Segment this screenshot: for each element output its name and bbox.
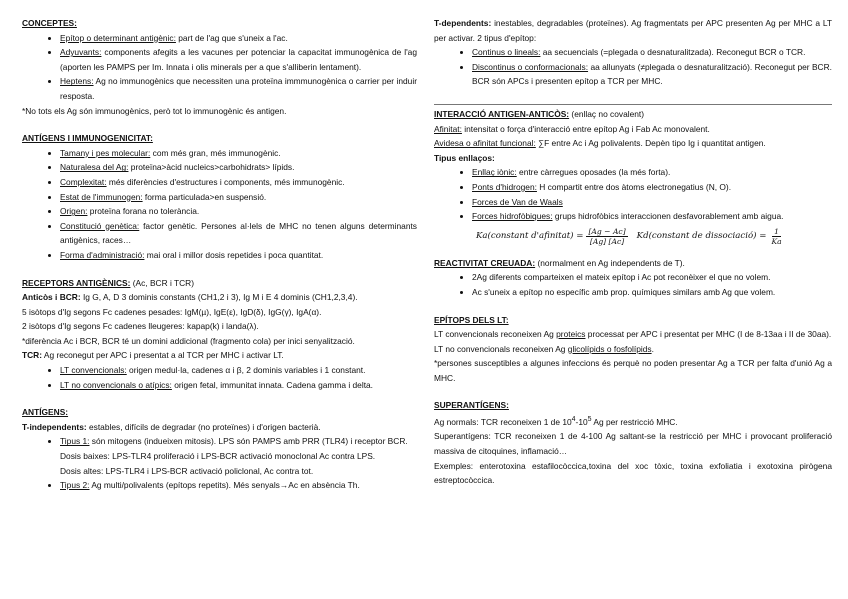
list-item	[472, 209, 832, 224]
ka-fraction	[586, 227, 627, 246]
tcr-label: TCR:	[22, 350, 43, 361]
avidesa-line	[434, 136, 832, 151]
list-item	[60, 478, 417, 493]
definition: més diferències d'estructures i components, més immunogènic.	[106, 176, 345, 187]
definition: grups hidrofòbics interaccionen desfavorablement amb aigua.	[552, 211, 784, 222]
term: Forma d'administració:	[60, 249, 145, 260]
list-item	[60, 204, 417, 219]
term: Epítop o determinant antigènic:	[60, 32, 176, 43]
term: Constitució genètica:	[60, 220, 140, 231]
interaccio-heading-suffix: (enllaç no covalent)	[569, 108, 645, 119]
definition: proteïna>àcid nucleics>carbohidrats> lípids.	[128, 162, 295, 173]
t-independents-text: estables, difícils de degradar (no proteïnes) i d'origen bacterià.	[86, 421, 321, 432]
reactivitat-list	[434, 270, 832, 299]
list-item	[472, 60, 832, 89]
definition: H compartit entre dos àtoms electronegatius (N, O).	[536, 181, 732, 192]
receptors-heading-line	[22, 276, 417, 291]
epitops-p1-a: LT convencionals reconeixen Ag	[434, 329, 557, 340]
definition: part de l'ag que s'uneix a l'ac.	[175, 32, 288, 43]
definition: Ag no immunogènics que necessiten una proteïna immmunogènica o carrier per induir resposta.	[60, 76, 417, 101]
list-item	[60, 74, 417, 103]
definition: components afegits a les vacunes per potenciar la capacitat immunogènica de l'ag (aporten les PAMPS per Im. Innata i olis minerals per a que s'alliberin lentament).	[60, 47, 417, 72]
term: Heptens:	[60, 76, 94, 87]
bcr-text: Ig G, A, D 3 dominis constants (CH1,2 i 3), Ig M i E 4 dominis (CH1,2,3,4).	[80, 292, 358, 303]
kd-denominator: Ka	[771, 237, 782, 247]
dosis-altes: Dosis altes: LPS-TLR4 i LPS-BCR activació policlonal, Ac contra tot.	[60, 465, 314, 476]
superantigens-heading: SUPERANTÍGENS:	[434, 400, 509, 411]
tcr-list	[22, 363, 417, 392]
definition: entre càrregues oposades (la més forta).	[516, 167, 671, 178]
list-item	[60, 378, 417, 393]
list-item	[60, 45, 417, 74]
t-dependents-label: T-dependents:	[434, 18, 492, 28]
t-dependents-text: inestables, degradables (proteïnes). Ag fragmentats per APC presenten Ag per MHC a LT per activar. 2 tipus d'epítop:	[434, 18, 832, 43]
term: LT no convencionals o atípics:	[60, 379, 172, 390]
list-item	[60, 248, 417, 263]
epitops-p1	[434, 327, 832, 342]
list-item	[472, 180, 832, 195]
reactivitat-heading: REACTIVITAT CREUADA:	[434, 257, 536, 268]
term: Tamany i pes molecular:	[60, 147, 151, 158]
term: Avidesa o afinitat funcional:	[434, 138, 536, 149]
term: Enllaç iònic:	[472, 167, 517, 178]
definition: origen medul·la, cadenes α i β, 2 dominis variables i 1 constant.	[126, 365, 366, 376]
term: Forces hidrofòbiques:	[472, 211, 553, 222]
ag-normals-c: Ag per restricció MHC.	[591, 416, 678, 427]
term: Origen:	[60, 206, 88, 217]
list-item	[60, 146, 417, 161]
kd-label: Kd(constant de dissociació) =	[636, 231, 767, 242]
list-item	[60, 175, 417, 190]
term: glicolípids o fosfolípids	[567, 343, 652, 354]
conceptes-heading: CONCEPTES:	[22, 18, 77, 28]
term: LT convencionals:	[60, 365, 127, 376]
term: Discontinus o conformacionals:	[472, 61, 589, 72]
kd-numerator: 1	[774, 227, 779, 237]
interaccio-heading-line	[434, 107, 832, 122]
term: Tipus 2:	[60, 480, 90, 491]
afinitat-line	[434, 122, 832, 137]
antigens-list	[22, 434, 417, 492]
definition: mai oral i millor dosis repetides i poca quantitat.	[144, 249, 324, 260]
list-item	[60, 434, 417, 478]
term: Estat de l'immunogen:	[60, 191, 143, 202]
left-column	[22, 16, 417, 493]
exp-2: 5	[587, 416, 592, 424]
equation	[434, 224, 832, 250]
list-item: • Ac s'uneix a epítop no específic amb prop. químiques similars amb Ag que volem.	[472, 285, 832, 300]
conceptes-list	[22, 31, 417, 104]
epitops-p2-a: LT no convencionals reconeixen Ag	[434, 343, 568, 354]
ka-denominator: [Ag] [Ac]	[589, 237, 625, 247]
immuno-list	[22, 146, 417, 263]
t-independents-label: T-independents:	[22, 421, 87, 432]
definition: Ag multi/polivalents (epítops repetits). Més senyals→Ac en absència Th.	[89, 480, 360, 491]
term: Complexitat:	[60, 176, 107, 187]
reactivitat-heading-line	[434, 256, 832, 271]
list-item	[60, 363, 417, 378]
epitop-types-list	[434, 45, 832, 89]
list-item	[60, 219, 417, 248]
bcr-label: Anticòs i BCR:	[22, 292, 81, 303]
definition: intensitat o força d'interacció entre epítop Ag i Fab Ac monovalent.	[461, 123, 710, 134]
term: Continus o lineals:	[472, 47, 541, 58]
definition: com més gran, més immunogènic.	[150, 147, 281, 158]
list-item: • 2Ag diferents comparteixen el mateix epítop i Ac pot reconèixer el que no volem.	[472, 270, 832, 285]
ka-numerator: [Ag − Ac]	[588, 227, 626, 237]
term: Adyuvants:	[60, 47, 102, 58]
t-dependents-line	[434, 16, 832, 45]
interaccio-heading: INTERACCIÓ ANTIGEN-ANTICÒS:	[434, 108, 570, 119]
light-chains-line: 2 isòtops d'Ig segons Fc cadenes lleugeres: kapap(k) i landa(λ).	[22, 321, 259, 332]
list-item	[472, 165, 832, 180]
kd-fraction	[769, 227, 783, 246]
list-item	[472, 195, 832, 210]
tcr-text: Ag reconegut per APC i presentat a al TCR per MHC i activar LT.	[42, 350, 284, 361]
term: Ponts d'hidrogen:	[472, 181, 537, 192]
definition: proteïna forana no tolerància.	[87, 206, 200, 217]
definition: forma particulada>en suspensió.	[142, 191, 267, 202]
exemples-line: Exemples: enterotoxina estafilocòccica,toxina del xoc tòxic, toxina exfoliatia i exotoxina pirògena estreptocòccica.	[434, 460, 832, 486]
receptors-note: *diferència Ac i BCR, BCR té un domini addicional (fragmento cola) per inici senyalització.	[22, 335, 355, 346]
term: Tipus 1:	[60, 436, 90, 447]
term: Forces de Van de Waals	[472, 196, 563, 207]
definition: aa allunyats (≠plegada o desnaturalització). Reconegut per BCR. BCR són APCs i presenten epítop a TCR per MHC.	[472, 61, 832, 87]
heavy-chains-line: 5 isòtops d'Ig segons Fc cadenes pesades: IgM(µ), IgE(ε), IgD(δ), IgG(γ), IgA(α).	[22, 306, 322, 317]
definition: són mitogens (indueixen mitosis). LPS són PAMPS amb PRR (TLR4) i receptor BCR.	[89, 436, 408, 447]
enllacos-list	[434, 165, 832, 223]
ag-normals-a: Ag normals: TCR reconeixen 1 de 10	[434, 416, 572, 427]
term: Naturalesa del Ag:	[60, 162, 129, 173]
tipus-enllacos-text: Tipus enllaços:	[434, 152, 495, 163]
conceptes-note: *No tots els Ag són immunogènics, però tot lo immunogènic és antigen.	[22, 105, 287, 116]
ag-normals-b: -10	[575, 416, 588, 427]
epitops-note: *persones susceptibles a algunes infeccions és perquè no poden presentar Ag a TCR per falta d'unió Ag a MHC.	[434, 358, 832, 383]
superantigens-line: Superantígens: TCR reconeixen 1 de 4-100 Ag saltant-se la restricció per MHC i provocant proliferació massiva de citoquines, inflamació…	[434, 431, 832, 457]
definition: origen fetal, immunitat innata. Cadena gamma i delta.	[171, 379, 374, 390]
term: Afinitat:	[434, 123, 462, 134]
list-item	[60, 160, 417, 175]
receptors-heading-suffix: (Ac, BCR i TCR)	[130, 277, 195, 288]
term: proteics	[556, 329, 586, 340]
dosis-baixes: Dosis baixes: LPS-TLR4 proliferació i LPS-BCR activació monoclonal Ac contra LPS.	[60, 451, 376, 462]
reactivitat-heading-suffix: (normalment en Ag independents de T).	[535, 257, 685, 268]
epitops-p1-b: processat per APC i presentat per MHC (I de 8-13aa i II de 30aa).	[585, 329, 832, 340]
definition: ∑F entre Ac i Ag polivalents. Depèn tipo Ig i quantitat antigen.	[535, 138, 766, 149]
antigens-heading: ANTÍGENS:	[22, 407, 69, 418]
definition: aa secuencials (=plegada o desnaturalitzada). Reconegut BCR o TCR.	[540, 47, 806, 58]
list-item	[60, 31, 417, 46]
epitops-heading: EPÍTOPS DELS LT:	[434, 314, 509, 325]
list-item	[60, 190, 417, 205]
t-independents-line	[22, 420, 417, 435]
tipus-enllacos-label	[434, 151, 832, 166]
exp-1: 4	[571, 416, 576, 424]
receptors-heading: RECEPTORS ANTIGÈNICS:	[22, 277, 131, 288]
definition: factor genètic. Persones al·lels de MHC no tenen alguns determinants antigènics, races…	[60, 220, 417, 246]
ka-label: Ka(constant d'afinitat) =	[476, 231, 584, 242]
immuno-heading: ANTÍGENS I IMMUNOGENICITAT:	[22, 133, 153, 144]
bcr-line	[22, 290, 417, 305]
ag-normals-line	[434, 413, 832, 429]
epitops-p2	[434, 342, 832, 357]
tcr-line	[22, 348, 417, 363]
divider	[434, 104, 832, 105]
right-column	[434, 16, 832, 488]
list-item	[472, 45, 832, 60]
epitops-p2-b: .	[651, 343, 654, 354]
